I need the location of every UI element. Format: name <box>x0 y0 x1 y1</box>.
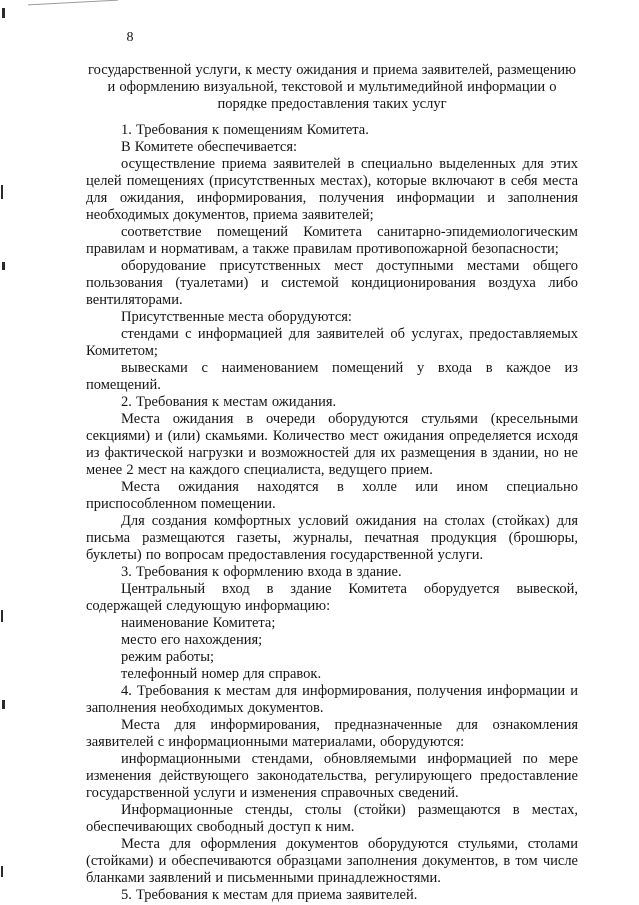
paragraph: Места для информирования, предназначенные для ознакомления заявителей с информационными материалами, оборудуются: <box>86 717 578 750</box>
paragraph: наименование Комитета; <box>121 615 276 631</box>
paragraph: В Комитете обеспечивается: <box>121 139 298 155</box>
paragraph: осуществление приема заявителей в специально выделенных для этих целей помещениях (присутственных местах), которые включают в себя места для ожидания, информирования, получения информации и заполнения необходимых документов, приема заявителей; <box>86 156 578 223</box>
paragraph: оборудование присутственных мест доступными местами общего пользования (туалетами) и системой кондиционирования воздуха либо вентиляторами. <box>86 258 578 308</box>
paragraph: Места ожидания в очереди оборудуются стульями (кресельными секциями) и (или) скамьями. Количество мест ожидания определяется исходя из фактической нагрузки и возможностей для их размещения в здании, но не менее 2 мест на каждого специалиста, ведущего прием. <box>86 411 578 478</box>
scan-artifact <box>1 185 3 199</box>
paragraph: вывесками с наименованием помещений у входа в каждое из помещений. <box>86 360 578 393</box>
paragraph: Присутственные места оборудуются: <box>121 309 352 325</box>
scan-artifact <box>1 866 3 877</box>
paragraph: Для создания комфортных условий ожидания на столах (стойках) для письма размещаются газеты, журналы, печатная продукция (брошюры, буклеты) по вопросам предоставления государственной услуги. <box>86 513 578 563</box>
paragraph: 1. Требования к помещениям Комитета. <box>121 122 369 138</box>
paragraph: соответствие помещений Комитета санитарно-эпидемиологическим правилам и нормативам, а также правилам противопожарной безопасности; <box>86 224 578 257</box>
scan-artifact <box>2 8 5 18</box>
scan-artifact <box>2 700 5 709</box>
scan-artifact <box>2 262 5 270</box>
paragraph: место его нахождения; <box>121 632 263 648</box>
scan-artifact-line <box>28 0 118 5</box>
page-number: 8 <box>126 30 134 45</box>
paragraph: телефонный номер для справок. <box>121 666 322 682</box>
paragraph: Информационные стенды, столы (стойки) размещаются в местах, обеспечивающих свободный доступ к ним. <box>86 802 578 835</box>
heading-continuation: государственной услуги, к месту ожидания и приема заявителей, размещению и оформлению визуальной, текстовой и мультимедийной информации о порядке предоставления таких услуг <box>88 62 576 112</box>
paragraph: Места ожидания находятся в холле или ином специально приспособленном помещении. <box>86 479 578 512</box>
document-body <box>86 62 578 904</box>
paragraph: 5. Требования к местам для приема заявителей. <box>121 887 418 903</box>
paragraph: информационными стендами, обновляемыми информацией по мере изменения действующего законодательства, регулирующего предоставление государственной услуги и изменения справочных сведений. <box>86 751 578 801</box>
paragraph: Центральный вход в здание Комитета оборудуется вывеской, содержащей следующую информацию: <box>86 581 578 614</box>
paragraph: Места для оформления документов оборудуются стульями, столами (стойками) и обеспечиваются образцами заполнения документов, в том числе бланками заявлений и письменными принадлежностями. <box>86 836 578 886</box>
paragraph: 4. Требования к местам для информирования, получения информации и заполнения необходимых документов. <box>86 683 578 716</box>
paragraph: 3. Требования к оформлению входа в здание. <box>121 564 402 580</box>
paragraph: стендами с информацией для заявителей об услугах, предоставляемых Комитетом; <box>86 326 578 359</box>
paragraph: 2. Требования к местам ожидания. <box>121 394 337 410</box>
paragraph: режим работы; <box>121 649 214 665</box>
scan-artifact <box>1 610 3 622</box>
